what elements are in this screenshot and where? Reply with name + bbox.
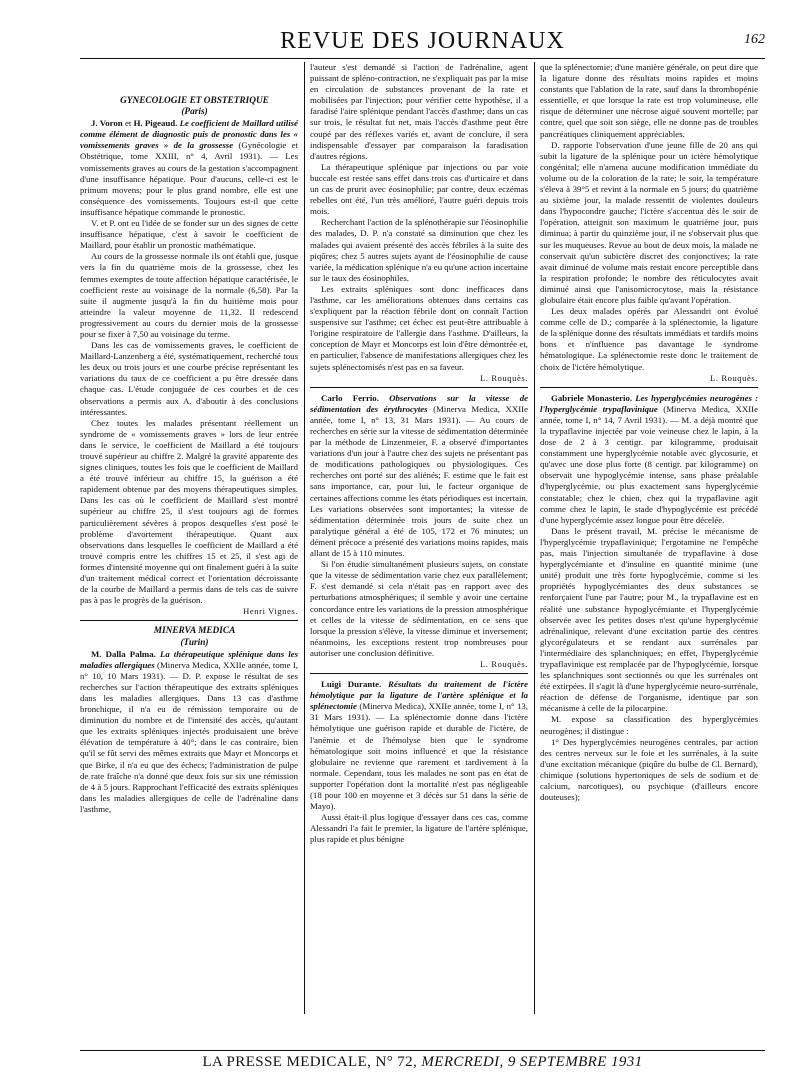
article-intro — [310, 679, 528, 812]
article-title: La thérapeutique splénique dans les maladies allergiques — [80, 648, 298, 670]
article-paragraph: La thérapeutique splénique par injections ou par voie buccale est restée sans effet dans trois cas d'urticaire et dans un cas de prurit avec éosinophilie; par contre, deux eczémas rebelles ont été, l'un très amélioré, l'autre guéri depuis trois mois. — [310, 161, 528, 217]
article-author: M. Dalla Palma. — [91, 648, 156, 659]
column-divider — [304, 62, 305, 1014]
column-1 — [80, 62, 298, 815]
article-intro — [310, 393, 528, 559]
article-title: Observations sur la vitesse de sédimentation des érythrocytes — [310, 392, 528, 414]
article-paragraph: D. rapporte l'observation d'une jeune fille de 20 ans qui subit la ligature de la splénique pour un ictère hémolytique congénital; elle n'amena aucune modification immédiate du volume ou de la coloration de la rate; le soir, la température s'éleva à 39°5 et revint à la normale en 5 jours; du quatrième au sixième jour, la malade ressentit de violentes douleurs dans l'hypocondre gauche; l'ictère s'accentua dès le soir de l'opération, atteignit son maximum le quatrième jour, puis diminua; à partir du quinzième jour, il ne s'observait plus que sur les muqueuses. Revue au bout de deux mois, la malade ne conservait qu'un subictère discret des conjonctives; la rate avait diminué de volume mais restait encore perceptible dans la respiration profonde; le nombre des réticulocytes avait diminué ainsi que l'anisomicrocytose, mais la résistance globulaire était encore plus faible qu'avant l'opération. — [540, 139, 758, 305]
article-title: Les hyperglycémies neurogènes : l'hyperglycémie trypaflavinique — [540, 392, 758, 414]
article-intro — [540, 393, 758, 526]
article-paragraph: M. expose sa classification des hyperglycémies neurogènes; il distingue : — [540, 714, 758, 736]
article-separator — [540, 387, 758, 388]
article-title: Résultats du traitement de l'ictère hémolytique par la ligature de l'artère splénique et la splénectomie — [310, 679, 528, 712]
article-paragraph: Les deux malades opérés par Alessandri ont évolué comme celle de D.; comparée à la splénectomie, la ligature de la splénique donne des résultats immédiats et tardifs moins bons et n'influence pas davantage le syndrome hématologique. La splénectomie reste donc le traitement de choix de l'ictère hémolytique. — [540, 306, 758, 372]
article-text: D. P. expose le résultat de ses recherches sur l'action thérapeutique des extraits spléniques dans les maladies allergiques. Dans 13 cas d'asthme bronchique, il n'a eu de rémission temporaire ou de diminution du nombre et de l'intensité des accès, qu'autant que les extraits spléniques injectés produisaient une brève élévation de température à 40°; dans le cas contraire, bien qu'il se fût servi des mêmes extraits que Mayr et Moncorps et que Birke, il n'a eu que des échecs; l'administration de pulpe de rate fraîche n'a donné que deux fois sur six une rémission de 4 à 5 jours. Rapprochant l'efficacité des extraits spléniques dans les maladies allergiques de celle de l'adrénaline dans l'asthme, — [80, 670, 298, 814]
footer-line — [80, 1054, 765, 1071]
section-subtitle: (Paris) — [181, 107, 208, 118]
column-3 — [540, 62, 758, 803]
page-number: 162 — [744, 32, 765, 47]
article-reference: (Gynécologie et Obstétrique, tome XXIII, n° 4, Avril 1931). — — [80, 140, 298, 162]
section-subtitle: (Turin) — [180, 637, 209, 648]
article-text: M. a déjà montré que la trypaflavine injectée par voie veineuse chez le lapin, à la dose de 2 à 3 centigr. par kilogramme, produisait constamment une hyperglycémie notable avec glycosurie, et qu'avec une dose plus forte (8 centigr. par kilogramme) on observait une hypoglycémie intense, sans phase préalable d'hyperglycémie, ou plus exactement sans hyperglycémie constatable; chez le chien, chez qui la trypaflavine agit comme chez le lapin, le stade d'hypoglycémie est précédé d'une hyperglycémie assez longue pour être décelée. — [540, 414, 759, 525]
article-paragraph: Les extraits spléniques sont donc inefficaces dans l'asthme, car les améliorations obtenues dans certains cas s'expliquent par la réaction fébrile dont on connaît l'action suspensive sur l'asthme; cet échec est peut-être attribuable à l'origine respiratoire de l'allergie dans l'asthme. D'ailleurs, la conception de Mayr et Moncorps est loin d'être démontrée et, en particulier, l'absence de manifestations allergiques chez les sujets splénectomisés n'est pas en sa faveur. — [310, 283, 528, 372]
article-paragraph: 1° Des hyperglycémies neurogènes centrales, par action des centres nerveux sur le foie et les surrénales, à la suite d'une excitation mécanique (piqûre du bulbe de Cl. Bernard), chimique (solutions hypertoniques de sels de sodium et de calcium, narcotiques), ou psychique (d'ailleurs encore douteuses); — [540, 736, 758, 803]
article-paragraph: Au cours de la grossesse normale ils ont établi que, jusque vers la fin du quatrième mois de la grossesse, chez les femmes exemptes de toute affection hépatique caractérisée, le coefficient reste au voisinage de la normale (6,58). Par la suite il augmente jusqu'à la fin du huitième mois pour atteindre la valeur moyenne de 11,32. Il redescend progressivement au cours du dernier mois de la grossesse pour se fixer à 7,50 au voisinage du terme. — [80, 251, 298, 339]
footer-issue: N° 72, — [375, 1054, 418, 1070]
article-title: Le coefficient de Maillard utilisé comme élément de diagnostic puis de pronostic dans les « vomissements graves » de la grossesse — [80, 118, 298, 151]
section-separator — [80, 620, 298, 621]
page-footer — [80, 1050, 765, 1071]
footer-date: MERCREDI, 9 SEPTEMBRE 1931 — [421, 1054, 643, 1070]
article-signature: L. Rouquès. — [710, 372, 758, 383]
column-2 — [310, 62, 528, 845]
article-paragraph: Chez toutes les malades présentant réellement un syndrome de « vomissements graves » lors de leur entrée dans le service, le coefficient de Maillard a été toujours trouvé supérieur au chiffre 2. Malgré la gravité apparente des signes cliniques, toutes les fois que le coefficient de Maillard a été trouvé inférieur au chiffre 15, la guérison a été rapidement obtenue par des moyens thérapeutiques simples. Dans les cas où le coefficient de Maillard s'est montré supérieur au chiffre 25, il s'est toujours agi de formes particulièrement sévères à propos desquelles s'est posé le problème d'avortement thérapeutique. Quant aux observations dans lesquelles le coefficient de Maillard a été trouvé compris entre les chiffres 15 et 25, il s'est agi de formes d'intensité moyenne qui ont finalement guéri à la suite d'un traitement médical correct et l'orientation décroissante de la courbe de Maillard a permis dans de tels cas de suivre pas à pas le progrès de la guérison. — [80, 417, 298, 606]
article-author: Carlo Ferrio. — [321, 392, 379, 403]
article-author: Luigi Durante. — [321, 679, 382, 690]
article-intro — [80, 649, 298, 815]
column-divider — [534, 62, 535, 1014]
article-author: Gabriele Monasterio. — [551, 392, 633, 403]
article-reference: (Minerva Medica, XXIIe année, tome I, n° 14, 7 Avril 1931). — — [540, 403, 758, 425]
article-text: La splénectomie donne dans l'ictère hémolytique une guérison rapide et durable de l'ictère, de l'anémie et de l'hémolyse bien que le syndrome hématologique soit moins influencé et que la résistance globulaire ne revienne que rarement et tardivement à la normale. Cependant, tous les malades ne sont pas en état de supporter l'opération dont la mortalité n'est pas négligeable (18 pour 100 en moyenne et 3 décès sur 51 dans la série de Mayo). — [310, 712, 528, 812]
article-reference: (Minerva Medica, XXIIe année, tome I, n° 13, 31 Mars 1931). — — [310, 403, 528, 425]
page-header — [80, 28, 765, 54]
article-paragraph: Recherchant l'action de la splénothérapie sur l'éosinophilie des malades, D. P. n'a constaté sa diminution que chez les malades qui avaient présenté des accès fébriles à la suite des piqûres; chez 5 autres sujets ayant de l'éosinophilie de cause variée, la médication splénique n'a eu qu'une action incertaine sur le taux des éosinophiles. — [310, 217, 528, 283]
article-paragraph: que la splénectomie; d'une manière générale, on peut dire que la ligature donne des résultats moins rapides et moins constants que l'ablation de la rate, sauf dans la thrombopénie essentielle, et que lorsque la rate est trop volumineuse, elle risque de déterminer une nécrose aiguë souvent mortelle; par contre, quel que soit son siège, elle ne donne pas de troubles pancréatiques cliniquement appréciables. — [540, 62, 758, 139]
section-title: MINERVA MEDICA — [153, 626, 236, 637]
article-signature: L. Rouquès. — [480, 372, 528, 383]
article-paragraph: Aussi était-il plus logique d'essayer dans ces cas, comme Alessandri l'a fait le premier, la ligature de l'artère splénique, plus rapide et plus bénigne — [310, 812, 528, 845]
article-signature: Henri Vignes. — [243, 606, 298, 617]
article-separator — [310, 387, 528, 388]
journal-section-title: REVUE DES JOURNAUX — [280, 28, 565, 54]
article-reference: (Minerva Medica, XXIIe année, tome I, n° 10, 10 Mars 1931). — — [80, 659, 298, 681]
article-author: H. Pigeaud. — [133, 118, 178, 129]
article-paragraph: V. et P. ont eu l'idée de se fonder sur un des signes de cette insuffisance hépatique, c'est à savoir le coefficient de Maillard, pour établir un pronostic mathématique. — [80, 218, 298, 251]
article-text: Les vomissements graves au cours de la gestation s'accompagnent d'une insuffisance hépatique. Pour d'aucuns, celle-ci est le primum movens; pour le plus grand nombre, elle est une conséquence des vomissements. Toujours est-il que cette insuffisance hépatique commande le pronostic. — [80, 151, 298, 217]
article-text: Au cours de recherches en série sur la vitesse de sédimentation déterminée par la méthode de Linzenmeier, F. a observé d'importantes variations d'un jour à l'autre chez des sujets ne présentant pas de modifications pathologiques ou physiologiques. Ces recherches ont porté sur des aliénés; F. estime que le fait est sans importance, car, pour lui, le facteur organique de certaines affections comme les états périodiques est incertain. Les variations observées sont importantes; la vitesse de sédimentation déterminée trois jours de suite chez un paralytique général a été de 105, 172 et 76 minutes; un dément précoce a présenté des variations moins rapides, mais allant de 15 à 110 minutes. — [310, 414, 528, 559]
article-paragraph: Si l'on étudie simultanément plusieurs sujets, on constate que la vitesse de sédimentation varie chez eux parallèlement; F. s'est demandé si cela n'était pas en rapport avec des perturbations atmosphériques; il semble y avoir une certaine concordance entre les variations de la pression atmosphérique et celles de la vitesse de sédimentation, en ce sens que lorsque la pression s'élève, la vitesse diminue et inversement; néanmoins, les exceptions restent trop nombreuses pour autoriser une conclusion définitive. — [310, 559, 528, 658]
article-paragraph: Dans le présent travail, M. précise le mécanisme de l'hyperglycémie trypaflavinique; l'ergotamine ne l'empêche pas, mais l'injection simultanée de trypaflavine à dose hyperglycémiante et d'insuline en quantité minime (une unité) produit une très forte hypoglycémie, comme si les propriétés hypoglycémiantes des deux substances se renforçaient l'une par l'autre; pour M., la trypaflavine est en réalité une substance hypoglycémiante et l'hyperglycémie observée avec les petites doses n'est qu'une hyperglycémie adrénalinique, relevant d'une excitation partie des centres glycorégulateurs et se rendant aux surrénales par l'intermédiaire des splanchniques; en effet, l'hyperglycémie trypaflavinique est remplacée par de l'hypoglycémie, lorsque les splanchniques sont sectionnés ou que les surrénales ont été extirpées. Il s'agit là d'une hyperglycémie neuro-surrénale, réaction de défense de l'organisme, identique par son mécanisme à celle de la pilocarpine. — [540, 525, 758, 714]
section-title: GYNECOLOGIE ET OBSTETRIQUE — [120, 96, 269, 106]
header-rule — [80, 58, 765, 59]
article-paragraph: Dans les cas de vomissements graves, le coefficient de Maillard-Lanzenberg a été, systématiquement, recherché tous les deux ou trois jours et une courbe précise représentant les variations du taux de ce coefficient a pu être dressée dans chaque cas. L'étude conjuguée de ces courbes et de ces observations a permis aux A. d'aboutir à des conclusions intéressantes. — [80, 340, 298, 417]
article-signature: L. Rouquès. — [480, 658, 528, 669]
article-paragraph: l'auteur s'est demandé si l'action de l'adrénaline, agent puissant de spléno-contraction, ne s'expliquait pas par la mise en circulation de substances provenant de la rate et mobilisées par l'injection; pour vérifier cette hypothèse, il a faradisé l'aire splénique pendant l'accès d'asthme; dans un cas sur trois, le résultat fut net, mais l'accès d'asthme peut être coupé par des réflexes variés et, avant de conclure, il sera indispensable d'essayer par comparaison la faradisation d'autres régions. — [310, 62, 528, 161]
article-separator — [310, 673, 528, 674]
article-columns — [80, 62, 765, 1044]
article-author: J. Voron — [91, 118, 123, 129]
article-reference: (Minerva Medica), XXIIe année, tome I, n° 13, 31 Mars 1931). — — [310, 701, 528, 723]
article-intro: J. Voron et H. Pigeaud. Le coefficient de Maillard utilisé comme élément de diagnostic puis de pronostic dans les « vomissements graves » de la grossesse (Gynécologie et Obstétrique, tome XXIII, n° 4, Avril 1931). — Les vomissements graves au cours de la gestation s'accompagnent d'une insuffisance hépatique. Pour d'aucuns, celle-ci est le primum movens; pour le plus grand nombre, elle est une conséquence des vomissements. Toujours est-il que cette insuffisance hépatique commande le pronostic. — [80, 118, 298, 217]
footer-journal: LA PRESSE MEDICALE, — [202, 1054, 372, 1070]
